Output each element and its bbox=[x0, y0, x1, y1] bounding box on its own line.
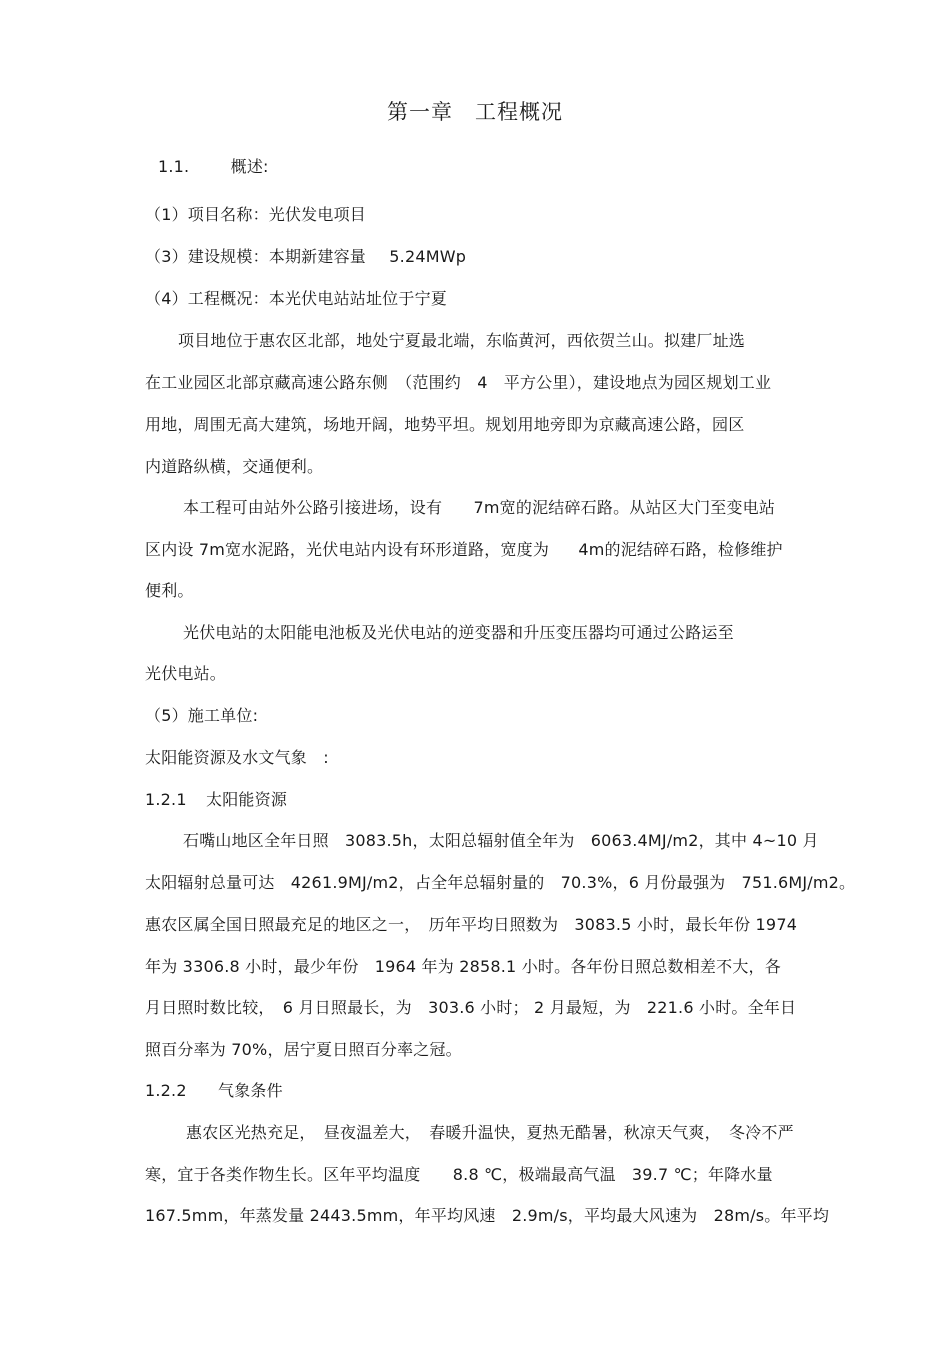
section-label: 太阳能资源 bbox=[206, 790, 288, 809]
paragraph-line: 石嘴山地区全年日照 3083.5h，太阳总辐射值全年为 6063.4MJ/m2，其中 4~10 月 bbox=[183, 831, 819, 850]
paragraph-line: 用地，周围无高大建筑，场地开阔，地势平坦。规划用地旁即为京藏高速公路，园区 bbox=[145, 415, 745, 434]
paragraph-line: 在工业园区北部京藏高速公路东侧 （范围约 4 平方公里），建设地点为园区规划工业 bbox=[145, 373, 772, 392]
section-label: 概述: bbox=[230, 157, 269, 176]
section-1-2-2-heading bbox=[145, 1079, 283, 1103]
section-label: 气象条件 bbox=[218, 1081, 283, 1100]
item-build-scale-label: （3）建设规模：本期新建容量 bbox=[145, 247, 366, 266]
item-project-name: （1）项目名称：光伏发电项目 bbox=[145, 205, 366, 224]
paragraph-line: 惠农区属全国日照最充足的地区之一， 历年平均日照数为 3083.5 小时，最长年份 1974 bbox=[145, 915, 798, 934]
item-construction-unit: （5）施工单位: bbox=[145, 706, 259, 725]
section-number: 1.2.1 bbox=[145, 790, 187, 809]
paragraph-line: 寒，宜于各类作物生长。区年平均温度 8.8 ℃，极端最高气温 39.7 ℃；年降水量 bbox=[145, 1165, 773, 1184]
paragraph-line: 照百分率为 70%，居宁夏日照百分率之冠。 bbox=[145, 1040, 462, 1059]
paragraph-line: 光伏电站。 bbox=[145, 664, 227, 683]
section-number: 1.2.2 bbox=[145, 1081, 187, 1100]
paragraph-line: 167.5mm，年蒸发量 2443.5mm，年平均风速 2.9m/s，平均最大风速为 28m/s。年平均 bbox=[145, 1206, 830, 1225]
item-build-scale-value: 5.24MWp bbox=[389, 247, 467, 266]
section-1-2-1-heading bbox=[145, 788, 287, 812]
paragraph-segment: 7m宽的泥结碎石路。从站区大门至变电站 bbox=[473, 498, 776, 517]
paragraph-line bbox=[145, 538, 783, 562]
paragraph-line: 月日照时数比较， 6 月日照最长，为 303.6 小时； 2 月最短，为 221.6 小时。全年日 bbox=[145, 998, 797, 1017]
paragraph-segment: 区内设 7m宽水泥路，光伏电站内设有环形道路，宽度为 bbox=[145, 540, 550, 559]
paragraph-line: 太阳辐射总量可达 4261.9MJ/m2，占全年总辐射量的 70.3%，6 月份最强为 751.6MJ/m2。 bbox=[145, 873, 856, 892]
paragraph-line: 光伏电站的太阳能电池板及光伏电站的逆变器和升压变压器均可通过公路运至 bbox=[183, 623, 734, 642]
paragraph-line: 内道路纵横，交通便利。 bbox=[145, 457, 324, 476]
section-number: 1.1. bbox=[158, 157, 190, 176]
section-1-1-heading bbox=[158, 155, 269, 179]
paragraph-line: 惠农区光热充足， 昼夜温差大， 春暖升温快，夏热无酷暑，秋凉天气爽， 冬冷不严 bbox=[186, 1123, 794, 1142]
solar-hydro-heading: 太阳能资源及水文气象 : bbox=[145, 748, 329, 767]
item-build-scale bbox=[145, 245, 466, 269]
item-project-overview: （4）工程概况：本光伏电站站址位于宁夏 bbox=[145, 289, 447, 308]
paragraph-line bbox=[183, 496, 775, 520]
paragraph-line: 便利。 bbox=[145, 581, 194, 600]
paragraph-line: 年为 3306.8 小时，最少年份 1964 年为 2858.1 小时。各年份日照总数相差不大，各 bbox=[145, 957, 781, 976]
chapter-title: 第一章 工程概况 bbox=[387, 100, 563, 124]
paragraph-line: 项目地位于惠农区北部，地处宁夏最北端，东临黄河，西依贺兰山。拟建厂址选 bbox=[178, 331, 746, 350]
paragraph-segment: 4m的泥结碎石路，检修维护 bbox=[578, 540, 783, 559]
paragraph-segment: 本工程可由站外公路引接进场，设有 bbox=[183, 498, 443, 517]
